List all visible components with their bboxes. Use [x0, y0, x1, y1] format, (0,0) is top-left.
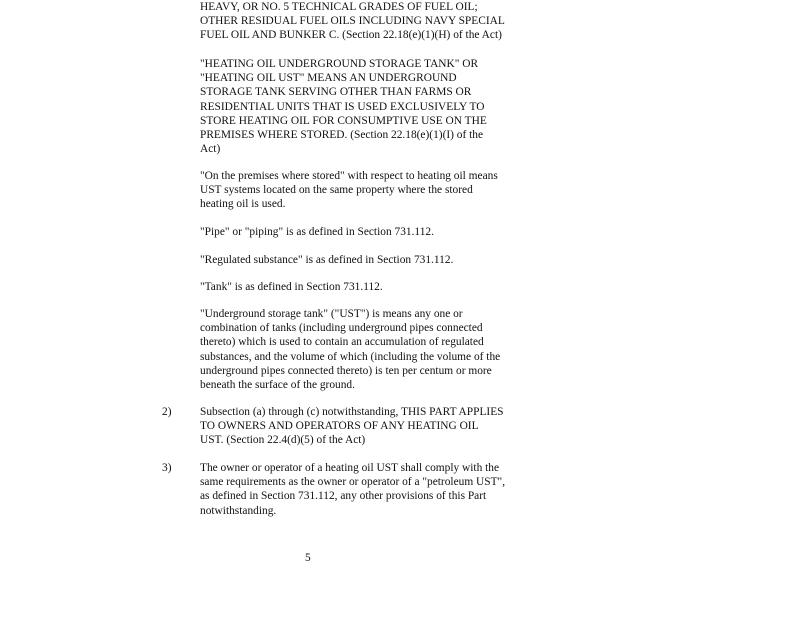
text-line: "HEATING OIL UNDERGROUND STORAGE TANK" OR	[200, 58, 479, 70]
definition-fuel-oil-continued	[200, 0, 535, 43]
item-number: 3)	[162, 462, 172, 474]
text-line: "On the premises where stored" with respect to heating oil means	[200, 170, 498, 182]
text-line: heating oil is used.	[200, 198, 286, 211]
text-line: Subsection (a) through (c) notwithstanding, THIS PART APPLIES	[200, 406, 504, 418]
text-line: PREMISES WHERE STORED. (Section 22.18(e)(1)(I) of the	[200, 129, 484, 142]
text-line: TO OWNERS AND OPERATORS OF ANY HEATING OIL	[200, 420, 479, 433]
definition-regulated-substance	[200, 253, 535, 267]
text-line: beneath the surface of the ground.	[200, 379, 355, 392]
numbered-item-compliance	[200, 461, 535, 518]
text-line: thereto) which is used to contain an accumulation of regulated	[200, 336, 484, 349]
text-line: "HEATING OIL UST" MEANS AN UNDERGROUND	[200, 72, 457, 85]
definition-heating-oil-ust	[200, 57, 535, 156]
text-line: OTHER RESIDUAL FUEL OILS INCLUDING NAVY SPECIAL	[200, 15, 505, 28]
text-line: UST. (Section 22.4(d)(5) of the Act)	[200, 434, 366, 447]
text-line: FUEL OIL AND BUNKER C. (Section 22.18(e)(1)(H) of the Act)	[200, 29, 502, 42]
item-number: 2)	[162, 406, 172, 418]
text-line: combination of tanks (including underground pipes connected	[200, 322, 483, 335]
text-line: as defined in Section 731.112, any other provisions of this Part	[200, 490, 487, 503]
definition-tank	[200, 280, 535, 294]
text-line: underground pipes connected thereto) is ten per centum or more	[200, 364, 492, 377]
text-line: "Regulated substance" is as defined in Section 731.112.	[200, 254, 454, 266]
text-line: same requirements as the owner or operator of a "petroleum UST",	[200, 476, 506, 489]
text-line: Act)	[200, 143, 221, 156]
text-line: "Underground storage tank" ("UST") is means any one or	[200, 308, 463, 320]
text-line: The owner or operator of a heating oil UST shall comply with the	[200, 462, 500, 474]
text-line: "Tank" is as defined in Section 731.112.	[200, 281, 383, 293]
text-line: substances, and the volume of which (including the volume of the	[200, 350, 501, 363]
text-line: RESIDENTIAL UNITS THAT IS USED EXCLUSIVELY TO	[200, 100, 485, 113]
numbered-item-applicability	[200, 405, 535, 448]
definition-underground-storage-tank	[200, 307, 535, 392]
text-line: "Pipe" or "piping" is as defined in Section 731.112.	[200, 226, 434, 238]
text-line: STORAGE TANK SERVING OTHER THAN FARMS OR	[200, 86, 472, 99]
page-number: 5	[305, 552, 311, 564]
text-line: UST systems located on the same property where the stored	[200, 184, 473, 197]
definition-on-the-premises	[200, 169, 535, 212]
definition-pipe	[200, 225, 535, 239]
text-line: notwithstanding.	[200, 504, 277, 517]
text-line: STORE HEATING OIL FOR CONSUMPTIVE USE ON THE	[200, 114, 487, 127]
text-line: HEAVY, OR NO. 5 TECHNICAL GRADES OF FUEL OIL;	[200, 1, 478, 13]
